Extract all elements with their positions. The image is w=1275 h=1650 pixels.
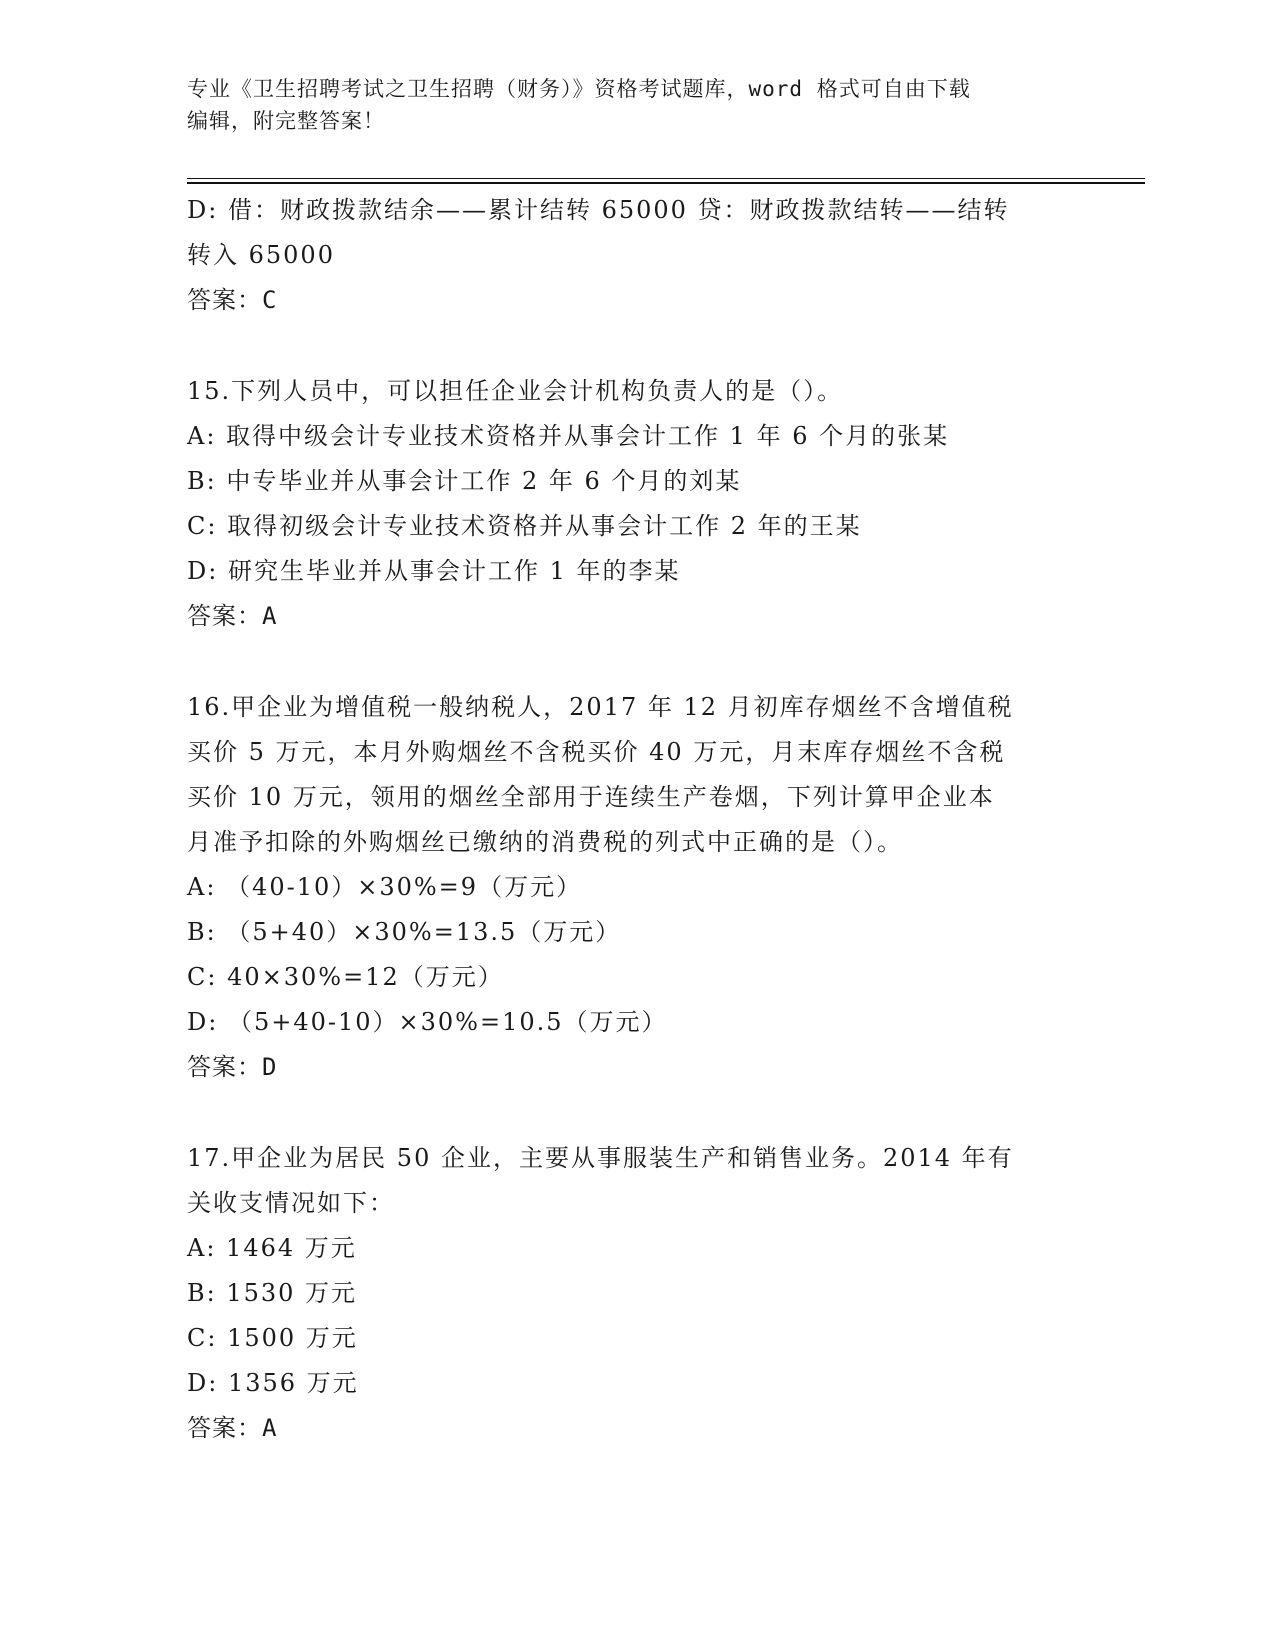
option-d: D: 研究生毕业并从事会计工作 1 年的李某	[187, 557, 681, 585]
answer-line: 答案：A	[187, 602, 278, 630]
option-d: D: （5+40-10）×30%=10.5（万元）	[187, 1008, 668, 1036]
carryover-block	[187, 188, 1067, 323]
option-b: B: 中专毕业并从事会计工作 2 年 6 个月的刘某	[187, 467, 742, 495]
option-a: A: （40-10）×30%=9（万元）	[187, 873, 583, 901]
option-d: D: 借：财政拨款结余——累计结转 65000 贷：财政拨款结转——结转	[187, 196, 1010, 224]
option-a: A: 取得中级会计专业技术资格并从事会计工作 1 年 6 个月的张某	[187, 422, 950, 450]
answer-line: 答案：D	[187, 1053, 278, 1081]
document-body	[187, 188, 1067, 1451]
question-17	[187, 1136, 1067, 1451]
stem-line: 买价 5 万元，本月外购烟丝不含税买价 40 万元，月末库存烟丝不含税	[187, 738, 1006, 766]
stem-line: 16.甲企业为增值税一般纳税人，2017 年 12 月初库存烟丝不含增值税	[187, 693, 1014, 721]
option-a: A: 1464 万元	[187, 1234, 357, 1262]
question-15	[187, 369, 1067, 639]
option-b: B: 1530 万元	[187, 1279, 358, 1307]
question-16	[187, 685, 1067, 1090]
stem-line: 15.下列人员中，可以担任企业会计机构负责人的是（）。	[187, 377, 844, 405]
question-stem	[187, 685, 1067, 865]
header-line-2: 编辑，附完整答案！	[187, 109, 385, 133]
option-d: D: 1356 万元	[187, 1369, 359, 1397]
header-line-1: 专业《卫生招聘考试之卫生招聘（财务）》资格考试题库，word 格式可自由下载	[187, 77, 971, 101]
stem-line: 关收支情况如下：	[187, 1189, 395, 1217]
option-c: C: 1500 万元	[187, 1324, 358, 1352]
question-stem	[187, 1136, 1067, 1226]
option-c: C: 取得初级会计专业技术资格并从事会计工作 2 年的王某	[187, 512, 862, 540]
answer-line: 答案：A	[187, 1414, 278, 1442]
stem-line: 月准予扣除的外购烟丝已缴纳的消费税的列式中正确的是（）。	[187, 828, 903, 856]
header-divider-thin	[187, 178, 1145, 179]
header-divider-thick	[187, 182, 1145, 184]
answer-line: 答案：C	[187, 286, 278, 314]
option-d-continued: 转入 65000	[187, 241, 335, 269]
stem-line: 17.甲企业为居民 50 企业，主要从事服装生产和销售业务。2014 年有	[187, 1144, 1014, 1172]
question-stem	[187, 369, 1067, 414]
option-b: B: （5+40）×30%=13.5（万元）	[187, 918, 622, 946]
page-header	[187, 73, 1087, 137]
stem-line: 买价 10 万元，领用的烟丝全部用于连续生产卷烟，下列计算甲企业本	[187, 783, 995, 811]
option-c: C: 40×30%=12（万元）	[187, 963, 504, 991]
